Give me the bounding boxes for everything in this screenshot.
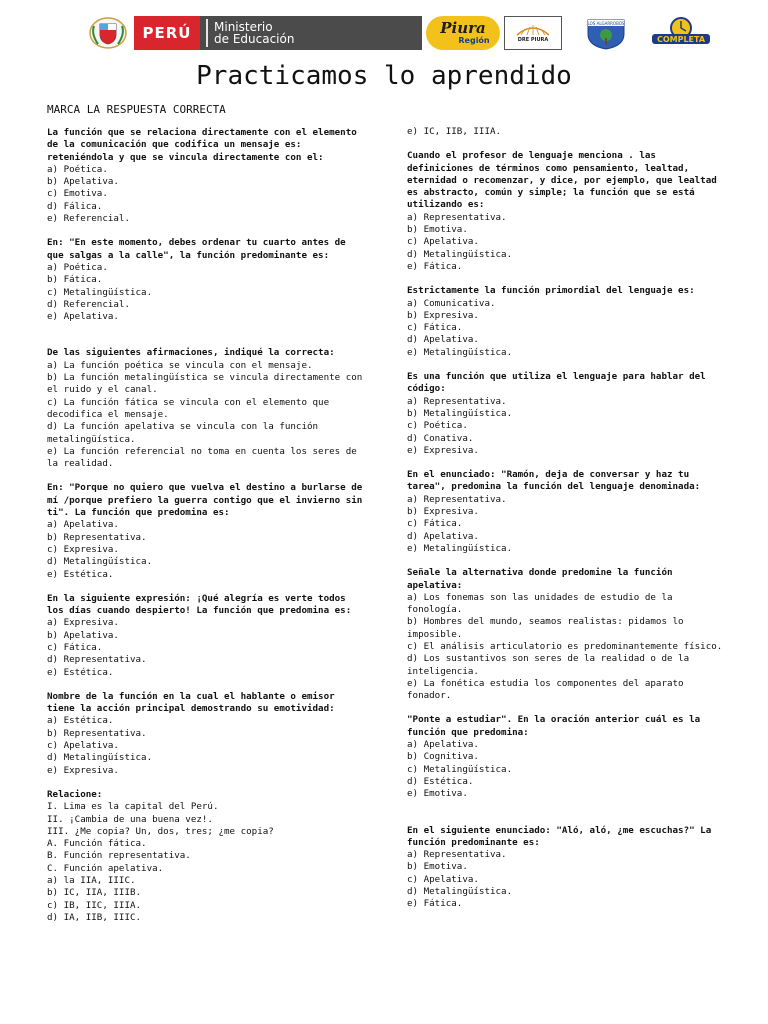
answer-option[interactable]: a) Poética. xyxy=(47,163,108,175)
question-block xyxy=(407,371,725,457)
spacer xyxy=(47,225,365,237)
answer-option[interactable]: II. ¡Cambia de una buena vez!. xyxy=(47,813,213,825)
question-block xyxy=(407,469,725,555)
answer-option[interactable]: c) Metalingüística. xyxy=(407,763,513,775)
question-block xyxy=(47,593,365,679)
answer-option[interactable]: a) Apelativa. xyxy=(47,519,119,531)
answer-option[interactable]: a) Apelativa. xyxy=(407,739,479,751)
answer-option[interactable]: e) Fática. xyxy=(407,898,463,910)
spacer xyxy=(47,679,365,691)
answer-option[interactable]: b) La función metalingüística se vincula directamente con el ruido y el canal. xyxy=(47,372,368,396)
answer-option[interactable]: c) Emotiva. xyxy=(47,188,108,200)
minedu-logo xyxy=(134,16,422,50)
answer-option[interactable]: C. Función apelativa. xyxy=(47,862,164,874)
answer-option[interactable]: d) Metalingüística. xyxy=(407,248,513,260)
answer-option[interactable]: b) Apelativa. xyxy=(47,176,119,188)
answer-option[interactable]: b) Emotiva. xyxy=(407,224,468,236)
answer-option[interactable]: a) la IIA, IIIC. xyxy=(47,875,136,887)
answer-option[interactable]: c) Apelativa. xyxy=(47,740,119,752)
question-stem: Relacione: xyxy=(47,788,103,800)
answer-option[interactable]: e) La función referencial no toma en cuenta los seres de la realidad. xyxy=(47,445,363,470)
question-stem: Es una función que utiliza el lenguaje para hablar del código: xyxy=(407,371,712,395)
answer-option[interactable]: a) La función poética se vincula con el mensaje. xyxy=(47,359,313,371)
left-question-column xyxy=(47,127,368,924)
spacer xyxy=(407,359,725,371)
piura-label: Piura xyxy=(440,19,486,37)
answer-option[interactable]: e) Metalingüística. xyxy=(407,346,513,358)
answer-option[interactable]: b) Emotiva. xyxy=(407,861,468,873)
question-stem: En el enunciado: "Ramón, deja de conversar y haz tu tarea", predomina la función del lenguaje denominada: xyxy=(407,469,701,493)
question-stem: Estrictamente la función primordial del lenguaje es: xyxy=(407,285,695,297)
question-block xyxy=(407,126,725,138)
spacer xyxy=(407,801,725,825)
logo-bar xyxy=(88,16,706,52)
spacer xyxy=(47,581,365,593)
answer-option[interactable]: e) Referencial. xyxy=(47,213,130,225)
answer-option[interactable]: e) Apelativa. xyxy=(47,311,119,323)
question-block xyxy=(47,237,365,323)
answer-option[interactable]: c) Fática. xyxy=(407,322,463,334)
question-block xyxy=(47,691,365,777)
answer-option[interactable]: d) Representativa. xyxy=(47,654,147,666)
answer-option[interactable]: III. ¿Me copia? Un, dos, tres; ¿me copia? xyxy=(47,825,274,837)
spacer xyxy=(407,457,725,469)
question-block xyxy=(407,150,725,273)
answer-option[interactable]: e) La fonética estudia los componentes del aparato fonador. xyxy=(407,677,690,702)
school-label: LOS ALGARROBOS xyxy=(587,21,625,26)
answer-option[interactable]: c) El análisis articulatorio es predominantemente físico. xyxy=(407,640,723,652)
answer-option[interactable]: d) Metalingüística. xyxy=(47,556,153,568)
jornada-completa-logo xyxy=(650,16,712,50)
spacer xyxy=(407,702,725,714)
answer-option[interactable]: a) Representativa. xyxy=(407,849,507,861)
question-stem: Nombre de la función en la cual el hablante o emisor tiene la acción principal demostrando su emotividad: xyxy=(47,690,341,715)
answer-option[interactable]: d) La función apelativa se vincula con la función metalingüística. xyxy=(47,421,324,445)
jornada-label: COMPLETA xyxy=(656,35,706,44)
spacer xyxy=(47,470,365,482)
ministry-line1: Ministerio xyxy=(214,20,273,34)
answer-option[interactable]: e) Estética. xyxy=(47,666,114,678)
answer-option[interactable]: d) Apelativa. xyxy=(407,334,479,346)
right-question-column xyxy=(407,126,725,911)
answer-option[interactable]: b) Representativa. xyxy=(47,531,147,543)
question-stem: Cuando el profesor de lenguaje menciona . las definiciones de términos como pensamiento, lealtad, eternidad o recomenzar, y dice, por ejemplo, que lealtad es abstracto, común y simple; la función que se está utilizando es: xyxy=(407,150,723,211)
answer-option[interactable]: b) Expresiva. xyxy=(407,309,479,321)
answer-option[interactable]: c) IB, IIC, IIIA. xyxy=(47,899,142,911)
school-logo xyxy=(582,16,630,50)
answer-option[interactable]: c) Fática. xyxy=(407,518,463,530)
answer-option[interactable]: b) Expresiva. xyxy=(407,506,479,518)
answer-option[interactable]: e) Metalingüística. xyxy=(407,542,513,554)
question-stem: Señale la alternativa donde predomine la función apelativa: xyxy=(407,567,679,591)
answer-option[interactable]: c) Expresiva. xyxy=(47,543,119,555)
question-stem: De las siguientes afirmaciones, indiqué la correcta: xyxy=(47,347,335,359)
spacer xyxy=(47,777,365,789)
answer-option[interactable]: d) Los sustantivos son seres de la realidad o de la inteligencia. xyxy=(407,653,695,677)
answer-option[interactable]: d) Metalingüística. xyxy=(47,752,153,764)
answer-option[interactable]: b) Metalingüística. xyxy=(407,407,513,419)
answer-option[interactable]: b) Fática. xyxy=(47,274,103,286)
peru-label: PERÚ xyxy=(134,16,200,50)
answer-option[interactable]: b) Apelativa. xyxy=(47,629,119,641)
question-stem: En: "Porque no quiero que vuelva el destino a burlarse de mí /porque prefiero la guerra contigo que el invierno sin ti". La función que predomina es: xyxy=(47,482,368,519)
ugel-label: DRE PIURA xyxy=(517,37,549,43)
dre-piura-logo xyxy=(504,16,562,50)
question-stem: La función que se relaciona directamente con el elemento de la comunicación que codifica un mensaje es: reteniéndola y que se vincula directamente con el: xyxy=(47,127,363,163)
answer-option[interactable]: c) Apelativa. xyxy=(407,873,479,885)
answer-option[interactable]: I. Lima es la capital del Perú. xyxy=(47,801,219,813)
answer-option[interactable]: e) Fática. xyxy=(407,260,463,272)
answer-option[interactable]: b) IC, IIA, IIIB. xyxy=(47,887,142,899)
question-block xyxy=(47,127,365,225)
answer-option[interactable]: b) Hombres del mundo, seamos realistas: pidamos lo imposible. xyxy=(407,616,690,640)
answer-option[interactable]: a) Estética. xyxy=(47,715,114,727)
answer-option[interactable]: a) Los fonemas son las unidades de estudio de la fonología. xyxy=(407,591,679,616)
answer-option[interactable]: a) Comunicativa. xyxy=(407,297,496,309)
answer-option[interactable]: e) Expresiva. xyxy=(407,444,479,456)
piura-region-logo xyxy=(426,16,500,50)
answer-option[interactable]: b) Representativa. xyxy=(47,727,147,739)
instruction-text: MARCA LA RESPUESTA CORRECTA xyxy=(47,103,226,116)
answer-option[interactable]: e) Expresiva. xyxy=(47,764,119,776)
answer-option[interactable]: c) Poética. xyxy=(407,420,468,432)
question-stem: En: "En este momento, debes ordenar tu cuarto antes de que salgas a la calle", la función predominante es: xyxy=(47,237,352,261)
question-stem: En el siguiente enunciado: "Aló, aló, ¿me escuchas?" La función predominante es: xyxy=(407,824,717,848)
answer-option[interactable]: c) Metalingüística. xyxy=(47,286,153,298)
answer-option[interactable]: a) Poética. xyxy=(47,261,108,273)
answer-option[interactable]: a) Representativa. xyxy=(407,493,507,505)
ministry-line2: de Educación xyxy=(214,32,295,46)
question-block xyxy=(407,714,725,800)
spacer xyxy=(407,273,725,285)
answer-option[interactable]: c) La función fática se vincula con el elemento que decodifica el mensaje. xyxy=(47,396,335,420)
question-stem: "Ponte a estudiar". En la oración anterior cuál es la función que predomina: xyxy=(407,714,706,738)
answer-option[interactable]: d) Metalingüística. xyxy=(407,886,513,898)
answer-option[interactable]: a) Expresiva. xyxy=(47,617,119,629)
peru-coat-of-arms-logo xyxy=(88,16,128,50)
page-title: Practicamos lo aprendido xyxy=(196,61,572,91)
answer-option[interactable]: d) Estética. xyxy=(407,775,474,787)
answer-option[interactable]: c) Fática. xyxy=(47,641,103,653)
answer-option[interactable]: A. Función fática. xyxy=(47,838,147,850)
spacer xyxy=(407,138,725,150)
answer-option[interactable]: a) Representativa. xyxy=(407,211,507,223)
spacer xyxy=(407,555,725,567)
question-block xyxy=(407,825,725,911)
question-stem: En la siguiente expresión: ¡Qué alegría es verte todos los días cuando despierto! La función que predomina es: xyxy=(47,592,352,617)
answer-option[interactable]: e) Emotiva. xyxy=(407,788,468,800)
answer-option[interactable]: e) Estética. xyxy=(47,568,114,580)
question-block xyxy=(47,347,368,470)
spacer xyxy=(47,323,365,347)
answer-option[interactable]: d) Conativa. xyxy=(407,432,474,444)
answer-option[interactable]: d) IA, IIB, IIIC. xyxy=(47,911,142,923)
answer-option[interactable]: e) IC, IIB, IIIA. xyxy=(407,126,502,137)
question-block xyxy=(47,789,365,924)
answer-option[interactable]: B. Función representativa. xyxy=(47,850,191,862)
answer-option[interactable]: b) Cognitiva. xyxy=(407,751,479,763)
answer-option[interactable]: d) Apelativa. xyxy=(407,530,479,542)
answer-option[interactable]: d) Fálica. xyxy=(47,200,103,212)
question-block xyxy=(47,482,368,580)
answer-option[interactable]: c) Apelativa. xyxy=(407,236,479,248)
question-block xyxy=(407,285,725,359)
piura-sub: Región xyxy=(458,36,490,45)
answer-option[interactable]: d) Referencial. xyxy=(47,298,130,310)
answer-option[interactable]: a) Representativa. xyxy=(407,395,507,407)
question-block xyxy=(407,567,725,702)
